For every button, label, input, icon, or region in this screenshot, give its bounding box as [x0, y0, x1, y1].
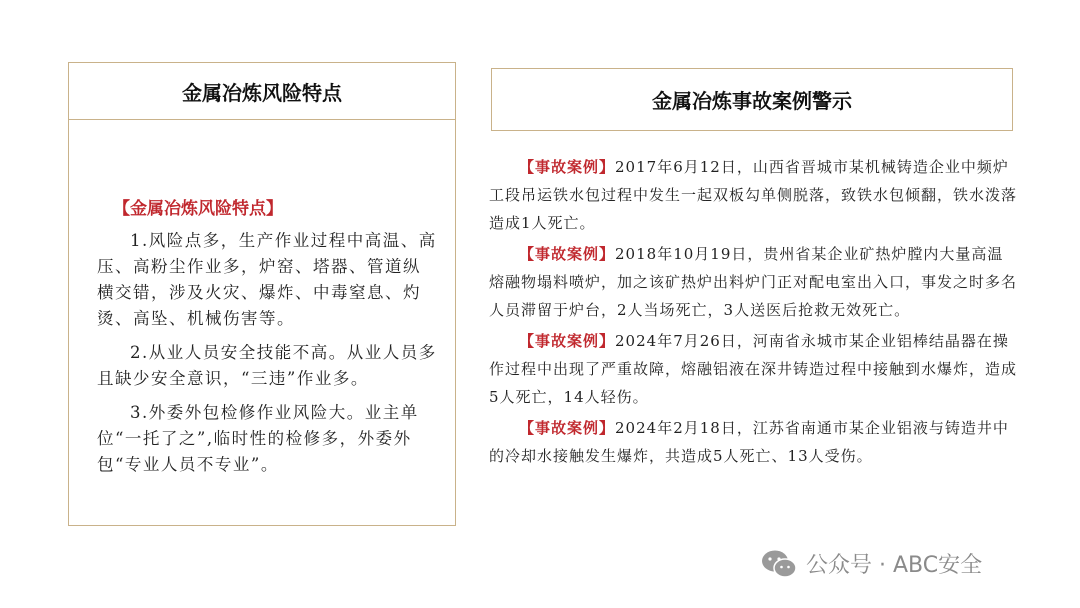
- accident-case: [489, 240, 1017, 324]
- case-text: 2018年10月19日，贵州省某企业矿热炉膛内大量高温熔融物塌料喷炉，加之该矿热炉出料炉门正对配电室出入口，事发之时多名人员滞留于炉台，2人当场死亡，3人送医后抢救无效死亡。: [489, 245, 1018, 319]
- watermark-text: 公众号 · ABC安全: [806, 553, 983, 578]
- case-text: 2024年7月26日，河南省永城市某企业铝棒结晶器在操作过程中出现了严重故障，熔融铝液在深井铸造过程中接触到水爆炸，造成5人死亡，14人轻伤。: [489, 332, 1018, 406]
- risk-features-panel: [68, 62, 456, 526]
- case-label: 【事故案例】: [519, 245, 616, 263]
- case-text: 2024年2月18日，江苏省南通市某企业铝液与铸造井中的冷却水接触发生爆炸，共造成5人死亡、13人受伤。: [489, 419, 1009, 465]
- risk-point: 3.外委外包检修作业风险大。业主单位“一托了之”,临时性的检修多，外委外包“专业人员不专业”。: [97, 403, 419, 474]
- accident-case: [489, 414, 1017, 470]
- watermark: [760, 548, 982, 579]
- risk-features-title: 金属冶炼风险特点: [69, 63, 455, 120]
- accident-case: [489, 327, 1017, 411]
- risk-point: 2.从业人员安全技能不高。从业人员多且缺少安全意识，“三违”作业多。: [97, 343, 437, 388]
- accident-cases-list: [489, 153, 1017, 473]
- case-label: 【事故案例】: [519, 419, 616, 437]
- risk-point: 1.风险点多，生产作业过程中高温、高压、高粉尘作业多，炉窑、塔器、管道纵横交错，涉及火灾、爆炸、中毒窒息、灼烫、高坠、机械伤害等。: [97, 231, 437, 328]
- wechat-icon: [760, 549, 798, 579]
- accident-cases-title: 金属冶炼事故案例警示: [491, 68, 1013, 131]
- case-text: 2017年6月12日，山西省晋城市某机械铸造企业中频炉工段吊运铁水包过程中发生一起双板勾单侧脱落，致铁水包倾翻，铁水泼落造成1人死亡。: [489, 158, 1018, 232]
- risk-features-body: [69, 120, 455, 478]
- risk-features-subheading: 【金属冶炼风险特点】: [113, 199, 283, 219]
- case-label: 【事故案例】: [519, 332, 616, 350]
- case-label: 【事故案例】: [519, 158, 616, 176]
- accident-case: [489, 153, 1017, 237]
